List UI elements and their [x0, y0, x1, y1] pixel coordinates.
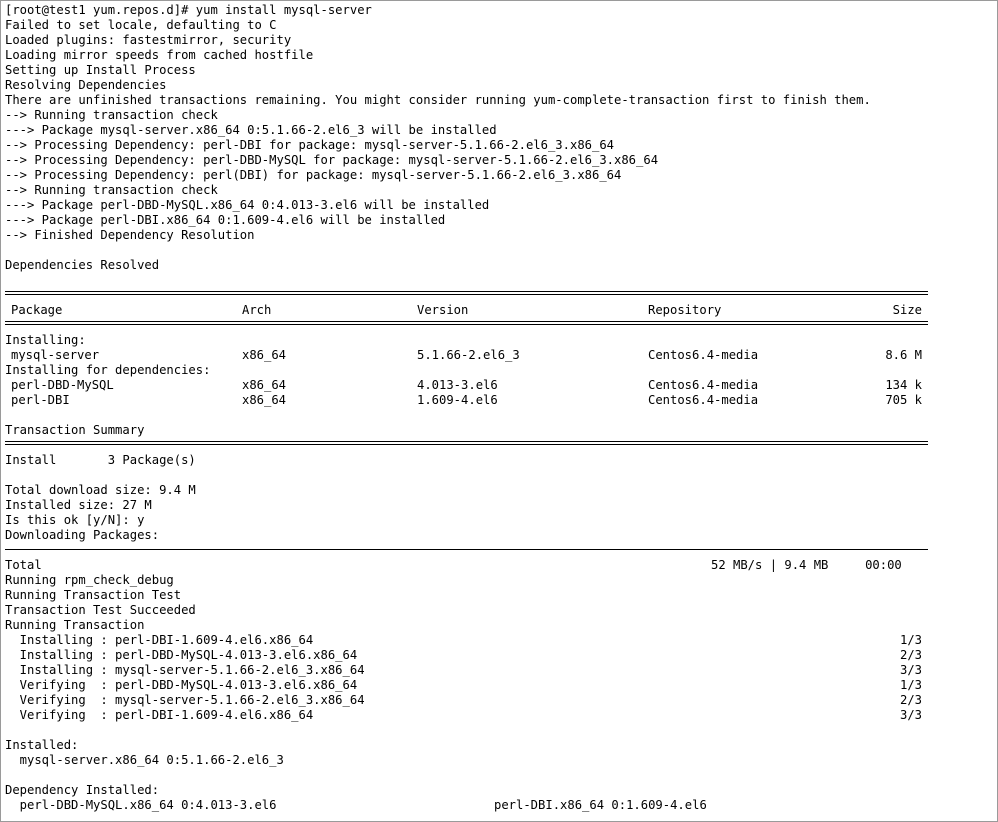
output-line: Resolving Dependencies — [5, 78, 167, 92]
row-size: 705 k — [885, 393, 922, 407]
summary-line: Downloading Packages: — [5, 528, 160, 542]
header-size: Size — [892, 303, 922, 317]
dependency-installed-item: perl-DBI.x86_64 0:1.609-4.el6 — [494, 798, 707, 812]
output-line: Running Transaction Test — [5, 588, 182, 602]
output-line: --> Running transaction check — [5, 108, 218, 122]
section-label: Installing: — [5, 333, 86, 347]
header-package: Package — [11, 303, 63, 317]
summary-rule-double — [5, 441, 928, 445]
row-repository: Centos6.4-media — [648, 378, 759, 392]
output-line: ---> Package perl-DBD-MySQL.x86_64 0:4.013-3.el6 will be installed — [5, 198, 490, 212]
row-size: 8.6 M — [885, 348, 922, 362]
command-prompt-line: [root@test1 yum.repos.d]# yum install mysql-server — [5, 3, 372, 17]
row-version: 4.013-3.el6 — [417, 378, 498, 392]
installed-package: mysql-server.x86_64 0:5.1.66-2.el6_3 — [5, 753, 284, 767]
output-line: Loading mirror speeds from cached hostfile — [5, 48, 314, 62]
row-package: perl-DBD-MySQL — [11, 378, 114, 392]
row-arch: x86_64 — [242, 378, 287, 392]
dependency-installed-label: Dependency Installed: — [5, 783, 160, 797]
output-line: --> Running transaction check — [5, 183, 218, 197]
step-count: 3/3 — [899, 708, 922, 722]
step-count: 2/3 — [899, 648, 922, 662]
step-count: 2/3 — [899, 693, 922, 707]
output-line: ---> Package perl-DBI.x86_64 0:1.609-4.el6 will be installed — [5, 213, 446, 227]
row-repository: Centos6.4-media — [648, 348, 759, 362]
summary-line: Installed size: 27 M — [5, 498, 152, 512]
step-text: Installing : perl-DBI-1.609-4.el6.x86_64 — [5, 633, 314, 647]
output-line: There are unfinished transactions remaining. You might consider running yum-complete-transaction first to finish them. — [5, 93, 871, 107]
prompt-confirm-line: Is this ok [y/N]: y — [5, 513, 145, 527]
row-repository: Centos6.4-media — [648, 393, 759, 407]
table-rule-double — [5, 291, 928, 295]
output-line: Failed to set locale, defaulting to C — [5, 18, 277, 32]
output-line: --> Processing Dependency: perl(DBI) for package: mysql-server-5.1.66-2.el6_3.x86_64 — [5, 168, 622, 182]
summary-title: Transaction Summary — [5, 423, 145, 437]
table-rule-double — [5, 321, 928, 325]
download-rule-single — [5, 549, 928, 550]
row-arch: x86_64 — [242, 348, 287, 362]
step-count: 1/3 — [899, 633, 922, 647]
output-line: Setting up Install Process — [5, 63, 196, 77]
output-line: Running rpm_check_debug — [5, 573, 174, 587]
output-line: ---> Package mysql-server.x86_64 0:5.1.66-2.el6_3 will be installed — [5, 123, 497, 137]
output-line: --> Processing Dependency: perl-DBI for package: mysql-server-5.1.66-2.el6_3.x86_64 — [5, 138, 615, 152]
row-package: mysql-server — [11, 348, 100, 362]
row-package: perl-DBI — [11, 393, 70, 407]
dependency-installed-item: perl-DBD-MySQL.x86_64 0:4.013-3.el6 — [5, 798, 277, 812]
step-text: Verifying : perl-DBD-MySQL-4.013-3.el6.x86_64 — [5, 678, 358, 692]
section-label: Installing for dependencies: — [5, 363, 211, 377]
output-line: --> Finished Dependency Resolution — [5, 228, 255, 242]
step-count: 1/3 — [899, 678, 922, 692]
step-count: 3/3 — [899, 663, 922, 677]
step-text: Installing : mysql-server-5.1.66-2.el6_3.x86_64 — [5, 663, 365, 677]
output-line: Transaction Test Succeeded — [5, 603, 196, 617]
row-version: 1.609-4.el6 — [417, 393, 498, 407]
row-version: 5.1.66-2.el6_3 — [417, 348, 520, 362]
row-size: 134 k — [885, 378, 922, 392]
row-arch: x86_64 — [242, 393, 287, 407]
total-stats: 52 MB/s | 9.4 MB 00:00 — [711, 558, 902, 572]
output-line: Dependencies Resolved — [5, 258, 160, 272]
header-arch: Arch — [242, 303, 272, 317]
step-text: Verifying : mysql-server-5.1.66-2.el6_3.x86_64 — [5, 693, 365, 707]
installed-label: Installed: — [5, 738, 79, 752]
step-text: Verifying : perl-DBI-1.609-4.el6.x86_64 — [5, 708, 314, 722]
install-count: Install 3 Package(s) — [5, 453, 196, 467]
output-line: --> Processing Dependency: perl-DBD-MySQL for package: mysql-server-5.1.66-2.el6_3.x86_64 — [5, 153, 659, 167]
output-line: Loaded plugins: fastestmirror, security — [5, 33, 292, 47]
header-repository: Repository — [648, 303, 722, 317]
step-text: Installing : perl-DBD-MySQL-4.013-3.el6.x86_64 — [5, 648, 358, 662]
summary-line: Total download size: 9.4 M — [5, 483, 196, 497]
output-line: Running Transaction — [5, 618, 145, 632]
header-version: Version — [417, 303, 469, 317]
total-label: Total — [5, 558, 42, 572]
